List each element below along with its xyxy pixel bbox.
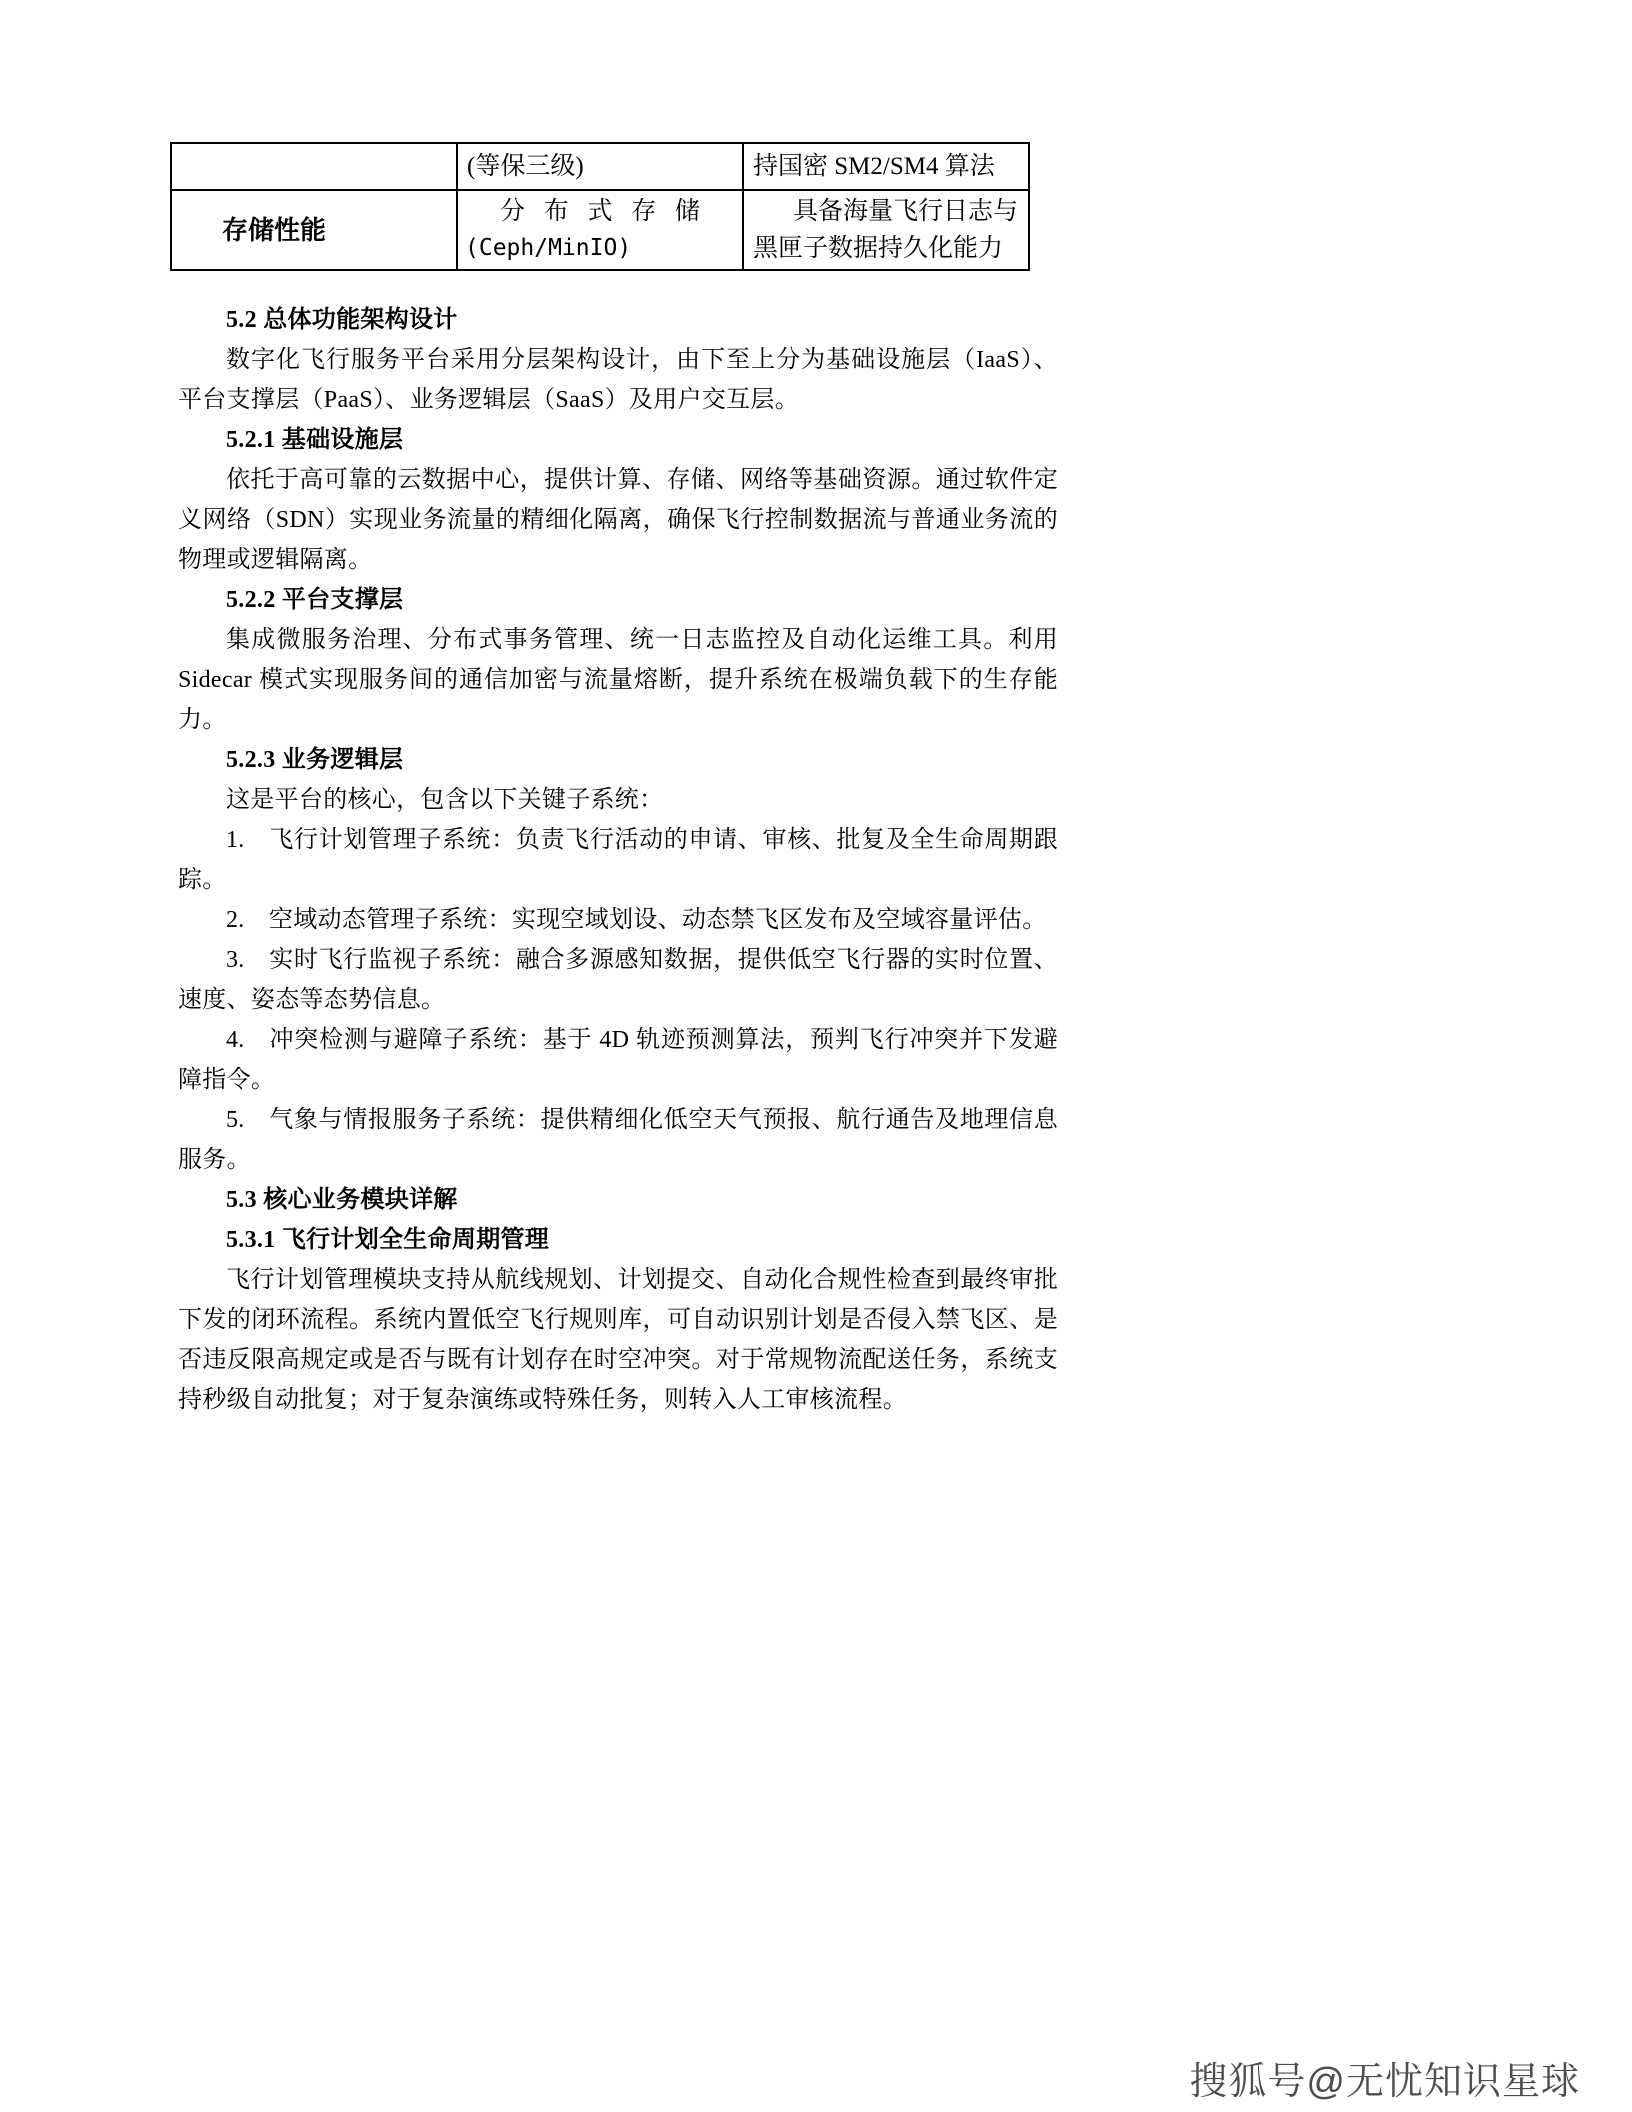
table-cell xyxy=(457,143,743,190)
list-item-3: 3. 实时飞行监视子系统：融合多源感知数据，提供低空飞行器的实时位置、速度、姿态等态势信息。 xyxy=(178,947,1058,1013)
table-row xyxy=(171,190,1029,270)
table-cell-text: 分 布 式 存 储 xyxy=(500,198,700,225)
table-cell xyxy=(743,190,1029,270)
table-cell-text: (等保三级) xyxy=(467,153,584,180)
section-heading-5-2-3: 5.2.3 业务逻辑层 xyxy=(226,747,404,773)
paragraph: 飞行计划管理模块支持从航线规划、计划提交、自动化合规性检查到最终审批下发的闭环流程。系统内置低空飞行规则库，可自动识别计划是否侵入禁飞区、是否违反限高规定或是否与既有计划存在时空冲突。对于常规物流配送任务，系统支持秒级自动批复；对于复杂演练或特殊任务，则转入人工审核流程。 xyxy=(178,1267,1058,1413)
list-item-1: 1. 飞行计划管理子系统：负责飞行活动的申请、审核、批复及全生命周期跟踪。 xyxy=(178,827,1058,893)
row-header-storage-performance: 存储性能 xyxy=(222,215,327,245)
list-item-2: 2. 空域动态管理子系统：实现空域划设、动态禁飞区发布及空域容量评估。 xyxy=(226,907,1047,933)
list-item-4: 4. 冲突检测与避障子系统：基于 4D 轨迹预测算法，预判飞行冲突并下发避障指令。 xyxy=(178,1027,1058,1093)
table-cell-text: 具备海量飞行日志与黑匣子数据持久化能力 xyxy=(753,198,1019,262)
table-cell-empty xyxy=(171,143,457,190)
paragraph: 这是平台的核心，包含以下关键子系统： xyxy=(226,787,664,813)
paragraph: 集成微服务治理、分布式事务管理、统一日志监控及自动化运维工具。利用 Sidecar 模式实现服务间的通信加密与流量熔断，提升系统在极端负载下的生存能力。 xyxy=(178,627,1058,733)
list-item-5: 5. 气象与情报服务子系统：提供精细化低空天气预报、航行通告及地理信息服务。 xyxy=(178,1107,1058,1173)
watermark: 搜狐号@无忧知识星球 xyxy=(1189,2061,1580,2103)
table-cell xyxy=(743,143,1029,190)
section-heading-5-2: 5.2 总体功能架构设计 xyxy=(226,307,458,333)
spec-table xyxy=(170,142,1030,271)
table-cell xyxy=(457,190,743,270)
table-cell xyxy=(171,190,457,270)
table-cell-text: 持国密 SM2/SM4 算法 xyxy=(753,153,995,180)
table-cell-text: (Ceph/MinIO) xyxy=(465,235,632,261)
section-heading-5-3: 5.3 核心业务模块详解 xyxy=(226,1187,458,1213)
table-row xyxy=(171,143,1029,190)
paragraph: 依托于高可靠的云数据中心，提供计算、存储、网络等基础资源。通过软件定义网络（SDN）实现业务流量的精细化隔离，确保飞行控制数据流与普通业务流的物理或逻辑隔离。 xyxy=(178,467,1058,573)
section-heading-5-3-1: 5.3.1 飞行计划全生命周期管理 xyxy=(226,1227,550,1253)
section-heading-5-2-2: 5.2.2 平台支撑层 xyxy=(226,587,404,613)
paragraph: 数字化飞行服务平台采用分层架构设计，由下至上分为基础设施层（IaaS）、平台支撑层（PaaS）、业务逻辑层（SaaS）及用户交互层。 xyxy=(178,347,1058,413)
section-heading-5-2-1: 5.2.1 基础设施层 xyxy=(226,427,404,453)
document-body xyxy=(178,300,1058,1420)
